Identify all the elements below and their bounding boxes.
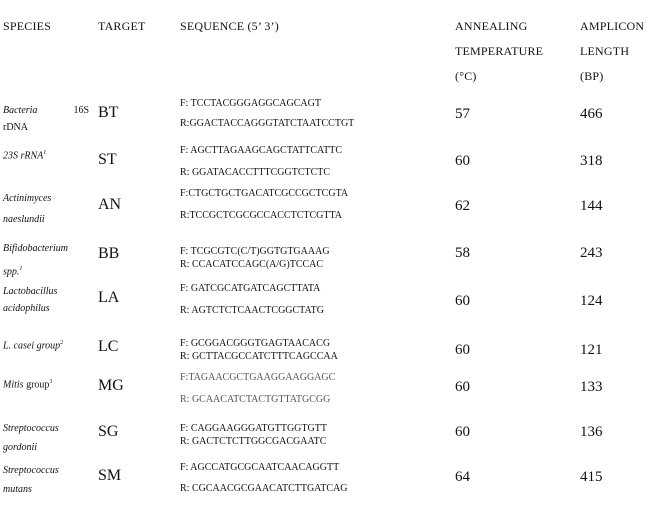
amplicon-length-cell: 466 (580, 106, 603, 122)
target-cell: MG (98, 377, 124, 394)
target-cell: SM (98, 467, 122, 484)
species-cell: Streptococcus gordonii (3, 423, 59, 453)
sequence-cell: F:TAGAACGCTGAAGGAAGGAGC R: GCAACATCTACTGTTATGCGG (180, 372, 336, 405)
sequence-cell: F: CAGGAAGGGATGTTGGTGTT R: GACTCTCTTGGCGACGAATC (180, 423, 327, 447)
annealing-temp-cell: 60 (455, 424, 470, 440)
amplicon-length-cell: 144 (580, 198, 603, 214)
sequence-cell: F: AGCTTAGAAGCAGCTATTCATTC R: GGATACACCTTTCGGTCTCTC (180, 145, 343, 178)
annealing-temp-cell: 58 (455, 245, 470, 261)
sequence-cell: F: TCGCGTC(C/T)GGTGTGAAAG R: CCACATCCAGC(A/G)TCCAC (180, 246, 330, 270)
header-species: SPECIES (3, 19, 52, 33)
species-cell: L. casei group$^2$ (3, 340, 64, 352)
target-cell: BB (98, 245, 120, 262)
header-annealing-temperature: ANNEALING TEMPERATURE (°C) (455, 19, 544, 83)
annealing-temp-cell: 64 (455, 469, 470, 485)
species-cell: Bacteria 16S rDNA (3, 105, 89, 133)
annealing-temp-cell: 60 (455, 342, 470, 358)
amplicon-length-cell: 136 (580, 424, 603, 440)
header-sequence: SEQUENCE (5’ 3’) (180, 19, 279, 33)
target-cell: ST (98, 151, 117, 168)
amplicon-length-cell: 121 (580, 342, 603, 358)
annealing-temp-cell: 62 (455, 198, 470, 214)
amplicon-length-cell: 124 (580, 293, 603, 309)
amplicon-length-cell: 318 (580, 153, 603, 169)
target-cell: SG (98, 423, 119, 440)
annealing-temp-cell: 60 (455, 379, 470, 395)
species-cell: Mitis group$^3$ (3, 379, 53, 391)
sequence-cell: F: GATCGCATGATCAGCTTATA R: AGTCTCTCAACTCGGCTATG (180, 283, 324, 316)
annealing-temp-cell: 57 (455, 106, 470, 122)
species-cell: Streptococcus mutans (3, 465, 59, 495)
target-cell: AN (98, 196, 122, 213)
species-cell: Lactobacillus acidophilus (3, 286, 58, 314)
annealing-temp-cell: 60 (455, 153, 470, 169)
sequence-cell: F: AGCCATGCGCAATCAACAGGTT R: CGCAACGCGAACATCTTGATCAG (180, 462, 348, 494)
amplicon-length-cell: 133 (580, 379, 603, 395)
sequence-cell: F:CTGCTGCTGACATCGCCGCTCGTA R:TCCGCTCGCGCCACCTCTCGTTA (180, 188, 349, 221)
header-amplicon-length: AMPLICON LENGTH (BP) (580, 19, 645, 83)
amplicon-length-cell: 243 (580, 245, 603, 261)
target-cell: LA (98, 289, 120, 306)
annealing-temp-cell: 60 (455, 293, 470, 309)
header-target: TARGET (98, 19, 146, 33)
sequence-cell: F: TCCTACGGGAGGCAGCAGT R:GGACTACCAGGGTATCTAATCCTGT (180, 98, 355, 129)
species-cell: Bifidobacterium spp.$^1$ (3, 243, 68, 278)
amplicon-length-cell: 415 (580, 469, 603, 485)
species-cell: Actinimyces naeslundii (3, 193, 52, 225)
target-cell: BT (98, 104, 119, 121)
species-cell: 23S rRNA$^1$ (3, 150, 47, 162)
sequence-cell: F: GCGGACGGGTGAGTAACACG R: GCTTACGCCATCTTTCAGCCAA (180, 338, 338, 362)
target-cell: LC (98, 338, 119, 355)
